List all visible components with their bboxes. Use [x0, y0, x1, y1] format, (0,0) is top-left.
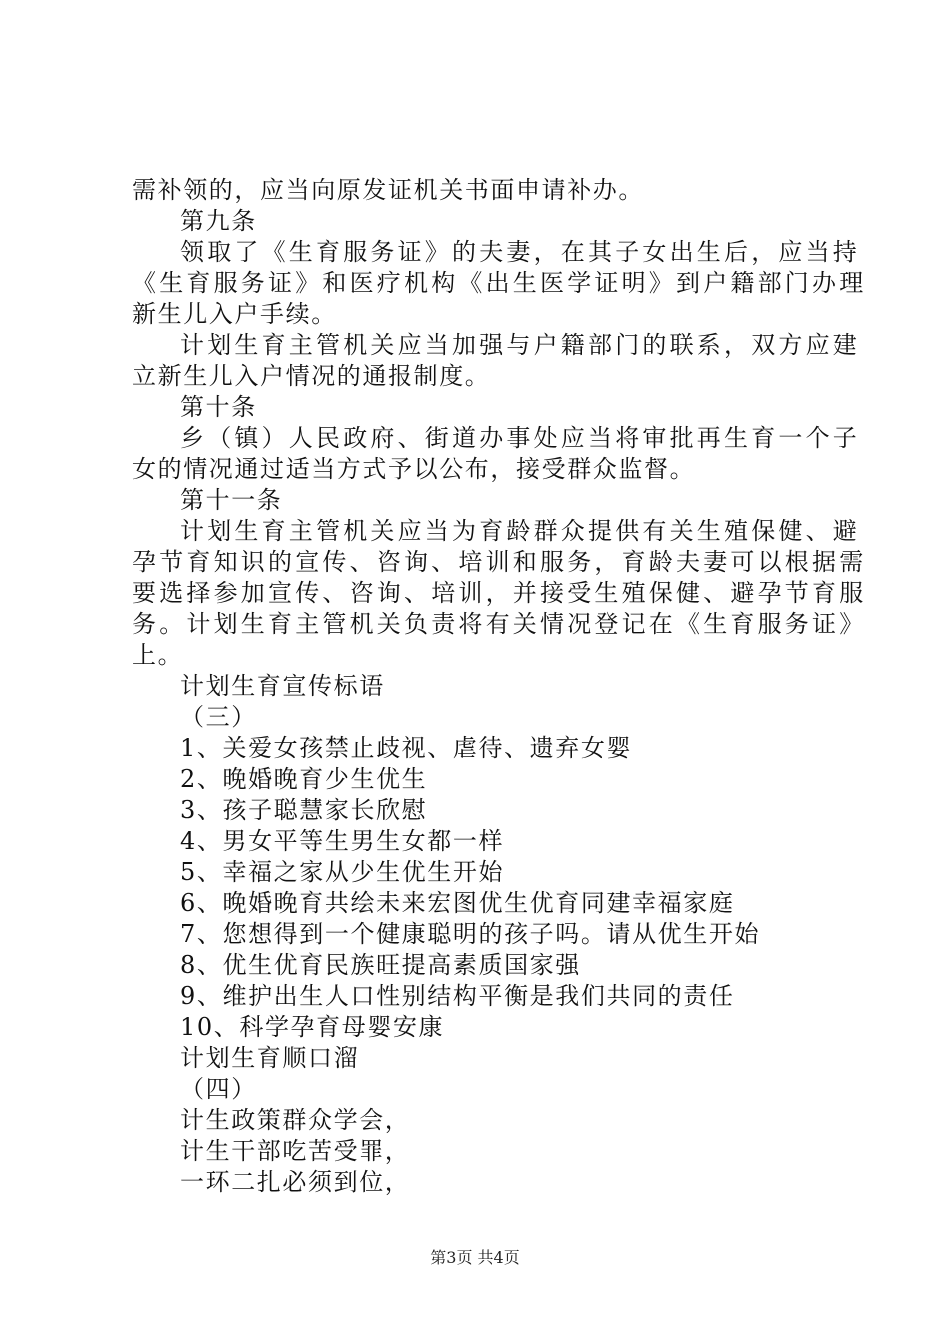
verse-line: 计生政策群众学会， [180, 1106, 411, 1134]
section-number: （四） [180, 1075, 257, 1103]
section-heading: 计划生育顺口溜 [180, 1044, 360, 1072]
slogan-item: 7、您想得到一个健康聪明的孩子吗。请从优生开始 [180, 920, 761, 948]
text-line: 女的情况通过适当方式予以公布，接受群众监督。 [132, 455, 696, 483]
slogan-item: 6、晚婚晚育共绘未来宏图优生优育同建幸福家庭 [180, 889, 735, 917]
text-line: 新生儿入户手续。 [132, 300, 337, 328]
article-heading: 第十条 [180, 393, 257, 421]
slogan-item: 1、关爱女孩禁止歧视、虐待、遗弃女婴 [180, 734, 633, 762]
slogan-item: 5、幸福之家从少生优生开始 [180, 858, 505, 886]
verse-line: 一环二扎必须到位， [180, 1168, 411, 1196]
section-number: （三） [180, 703, 257, 731]
article-heading: 第九条 [180, 207, 257, 235]
slogan-item: 9、维护出生人口性别结构平衡是我们共同的责任 [180, 982, 735, 1010]
slogan-item: 3、孩子聪慧家长欣慰 [180, 796, 428, 824]
text-line: 立新生儿入户情况的通报制度。 [132, 362, 491, 390]
slogan-item: 8、优生优育民族旺提高素质国家强 [180, 951, 581, 979]
article-heading: 第十一条 [180, 486, 283, 514]
slogan-item: 2、晚婚晚育少生优生 [180, 765, 428, 793]
text-line: 上。 [132, 641, 184, 669]
text-line: 《生育服务证》和医疗机构《出生医学证明》到户籍部门办理 [132, 269, 867, 297]
text-line: 要选择参加宣传、咨询、培训，并接受生殖保健、避孕节育服 [132, 579, 867, 607]
text-line: 需补领的，应当向原发证机关书面申请补办。 [132, 176, 644, 204]
text-line: 计划生育主管机关应当加强与户籍部门的联系，双方应建 [180, 331, 860, 359]
text-line: 乡（镇）人民政府、街道办事处应当将审批再生育一个子 [180, 424, 860, 452]
section-heading: 计划生育宣传标语 [180, 672, 385, 700]
page-footer: 第3页 共4页 [430, 1248, 520, 1267]
text-line: 领取了《生育服务证》的夫妻，在其子女出生后，应当持 [180, 238, 860, 266]
slogan-item: 10、科学孕育母婴安康 [180, 1013, 445, 1041]
verse-line: 计生干部吃苦受罪， [180, 1137, 411, 1165]
text-line: 计划生育主管机关应当为育龄群众提供有关生殖保健、避 [180, 517, 860, 545]
text-line: 孕节育知识的宣传、咨询、培训和服务，育龄夫妻可以根据需 [132, 548, 867, 576]
text-line: 务。计划生育主管机关负责将有关情况登记在《生育服务证》 [132, 610, 867, 638]
slogan-item: 4、男女平等生男生女都一样 [180, 827, 505, 855]
